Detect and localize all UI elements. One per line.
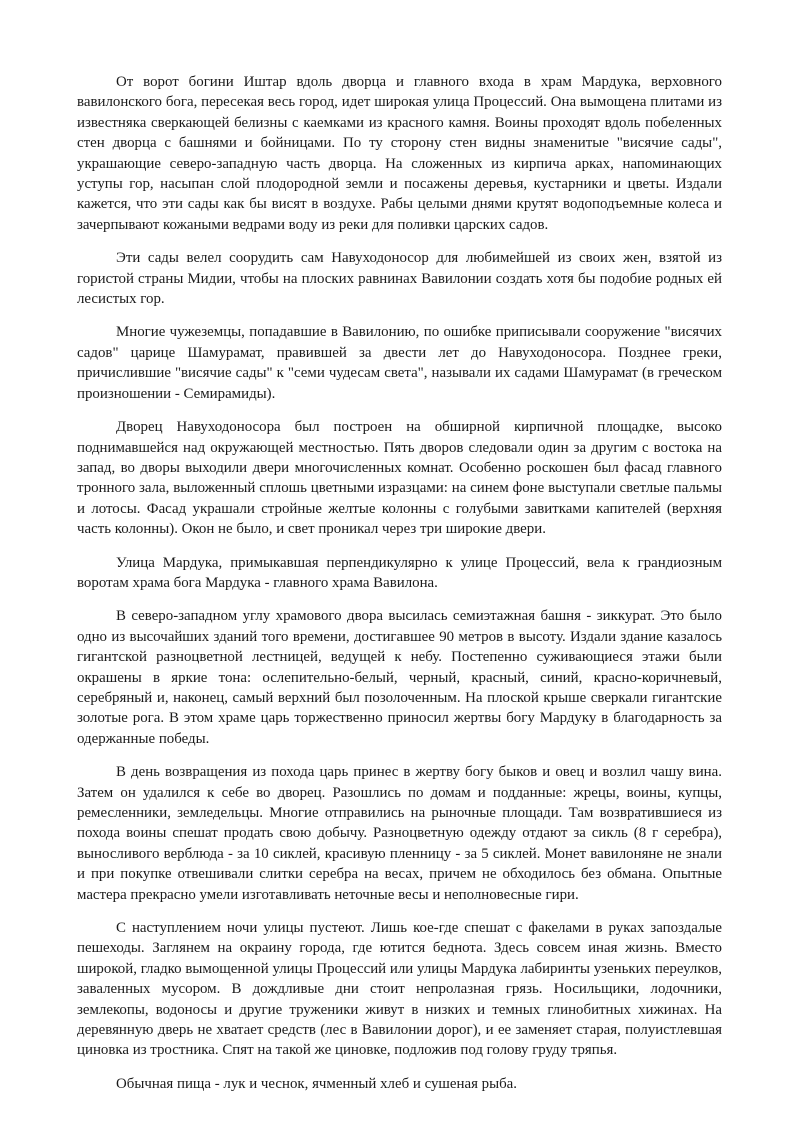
paragraph-2: Эти сады велел соорудить сам Навуходоносор для любимейшей из своих жен, взятой из гористой страны Мидии, чтобы на плоских равнинах Вавилонии создать хотя бы подобие родных ей лесистых гор. <box>77 250 722 308</box>
paragraph-5: Улица Мардука, примыкавшая перпендикулярно к улице Процессий, вела к грандиозным воротам храма бога Мардука - главного храма Вавилона. <box>77 554 722 591</box>
document-page <box>77 72 722 1107</box>
paragraph-9: Обычная пища - лук и чеснок, ячменный хлеб и сушеная рыба. <box>116 1075 518 1092</box>
paragraph-6: В северо-западном углу храмового двора высилась семиэтажная башня - зиккурат. Это было одно из высочайших зданий того времени, достигавшее 90 метров в высоту. Издали здание казалось гигантской разноцветной лестницей, ведущей к небу. Постепенно суживающиеся этажи были окрашены в яркие тона: ослепительно-белый, черный, красный, синий, красно-коричневый, серебряный и, наконец, самый верхний был позолоченным. На плоской крыше сверкали гигантские золотые рога. В этом храме царь торжественно приносил жертвы богу Мардуку в благодарность за одержанные победы. <box>77 608 722 747</box>
paragraph-1: От ворот богини Иштар вдоль дворца и главного входа в храм Мардука, верховного вавилонского бога, пересекая весь город, идет широкая улица Процессий. Она вымощена плитами из известняка сверкающей белизны с каемками из красного камня. Воины проходят вдоль побеленных стен дворца с башнями и бойницами. По ту сторону стен видны знаменитые "висячие сады", украшающие северо-западную часть дворца. На сложенных из кирпича арках, напоминающих уступы гор, насыпан слой плодородной земли и посажены деревья, кустарники и цветы. Издали кажется, что эти сады как бы висят в воздухе. Рабы целыми днями крутят водоподъемные колеса и зачерпывают кожаными ведрами воду из реки для поливки царских садов. <box>77 74 722 233</box>
paragraph-4: Дворец Навуходоносора был построен на обширной кирпичной площадке, высоко поднимавшейся над окружающей местностью. Пять дворов следовали один за другим с востока на запад, во дворы выходили двери многочисленных комнат. Особенно роскошен был фасад главного тронного зала, выложенный сплошь цветными изразцами: на синем фоне выступали светлые пальмы и лотосы. Фасад украшали стройные желтые колонны с голубыми завитками капителей (верхняя часть колонны). Окон не было, и свет проникал через три широкие двери. <box>77 419 722 538</box>
paragraph-3: Многие чужеземцы, попадавшие в Вавилонию, по ошибке приписывали сооружение "висячих садов" царице Шамурамат, правившей за двести лет до Навуходоносора. Позднее греки, причислившие "висячие сады" к "семи чудесам света", называли их садами Шамурамат (в греческом произношении - Семирамиды). <box>77 324 722 402</box>
paragraph-7: В день возвращения из похода царь принес в жертву богу быков и овец и возлил чашу вина. Затем он удалился к себе во дворец. Разошлись по домам и подданные: жрецы, воины, купцы, ремесленники, земледельцы. Многие отправились на рыночные площади. Там возвратившиеся из похода воины спешат продать свою добычу. Разноцветную одежду отдают за сикль (8 г серебра), выносливого верблюда - за 10 сиклей, красивую пленницу - за 5 сиклей. Монет вавилоняне не знали и при покупке отвешивали слитки серебра на весах, причем не обходилось без обмана. Опытные мастера прекрасно умели изготавливать неточные весы и неполновесные гири. <box>77 764 722 903</box>
paragraph-8: С наступлением ночи улицы пустеют. Лишь кое-где спешат с факелами в руках запоздалые пешеходы. Заглянем на окраину города, где ютится беднота. Здесь совсем иная жизнь. Вместо широкой, гладко вымощенной улицы Процессий или улицы Мардука лабиринты узеньких переулков, заваленных мусором. В дождливые дни стоит непролазная грязь. Носильщики, лодочники, землекопы, водоносы и другие труженики живут в низких и темных глинобитных хижинах. На деревянную дверь не хватает средств (лес в Вавилонии дорог), и ее заменяет старая, полуистлевшая циновка из тростника. Спят на такой же циновке, подложив под голову груду тряпья. <box>77 920 722 1059</box>
